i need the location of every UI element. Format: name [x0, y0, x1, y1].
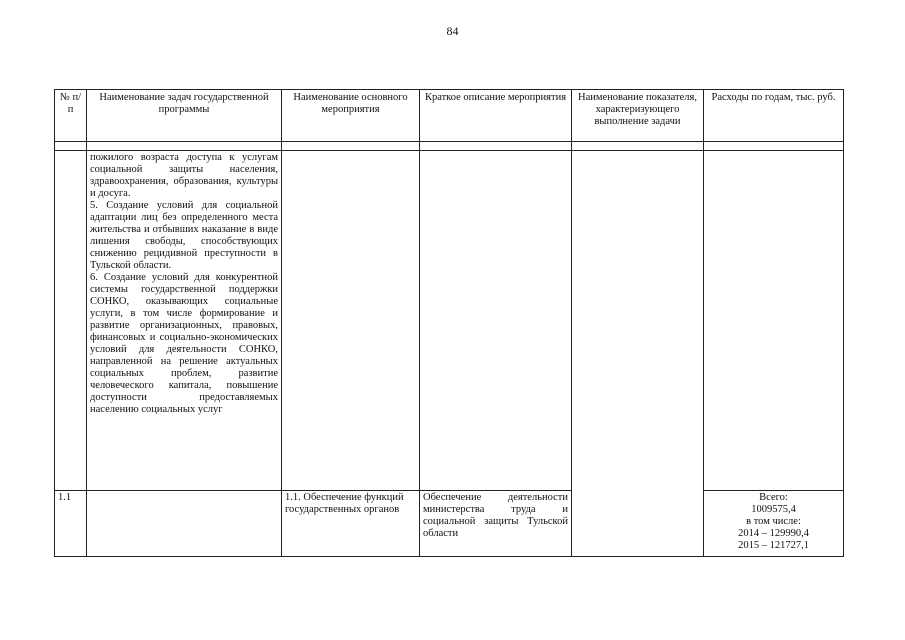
row-num-cell: 1.1	[55, 491, 87, 557]
table-header-row	[55, 90, 844, 142]
gap-cell	[282, 142, 420, 151]
task-paragraph: пожилого возраста доступа к услугам социальной защиты населения, здравоохранения, образования, культуры и досуга.	[90, 152, 278, 199]
costs-total-value: 1009575,4	[751, 504, 796, 515]
description-cell	[420, 151, 572, 491]
task-paragraph: 5. Создание условий для социальной адаптации лиц без определенного места жительства и отбывших наказание в виде лишения свободы, способствующих снижению рецидивной преступности в Тульской области.	[90, 200, 278, 271]
costs-year-2015: 2015 – 121727,1	[738, 540, 809, 551]
header-gap-row	[55, 142, 844, 151]
event-cell: 1.1. Обеспечение функций государственных органов	[282, 491, 420, 557]
costs-year-2014: 2014 – 129990,4	[738, 528, 809, 539]
costs-including-label: в том числе:	[746, 516, 801, 527]
indicator-cell	[572, 151, 704, 557]
task-cell	[87, 491, 282, 557]
costs-cell	[704, 151, 844, 491]
header-task: Наименование задач государственной программы	[87, 90, 282, 142]
event-cell	[282, 151, 420, 491]
header-description: Краткое описание мероприятия	[420, 90, 572, 142]
gap-cell	[572, 142, 704, 151]
description-cell: Обеспечение деятельности министерства труда и социальной защиты Тульской области	[420, 491, 572, 557]
gap-cell	[55, 142, 87, 151]
program-table	[54, 89, 844, 557]
gap-cell	[420, 142, 572, 151]
page-number: 84	[446, 24, 459, 38]
header-event: Наименование основного мероприятия	[282, 90, 420, 142]
gap-cell	[704, 142, 844, 151]
table-row-tasks	[55, 151, 844, 491]
table-row-1-1	[55, 491, 844, 557]
gap-cell	[87, 142, 282, 151]
header-costs: Расходы по годам, тыс. руб.	[704, 90, 844, 142]
task-cell	[87, 151, 282, 491]
costs-total-label: Всего:	[759, 492, 788, 503]
header-indicator: Наименование показателя, характеризующего выполнение задачи	[572, 90, 704, 142]
costs-cell	[704, 491, 844, 557]
row-num-cell	[55, 151, 87, 491]
task-paragraph: 6. Создание условий для конкурентной системы государственной поддержки СОНКО, оказывающих социальные услуги, в том числе формирование и развитие организационных, правовых, финансовых и социально-экономических условий для деятельности СОНКО, направленной на решение актуальных социальных проблем, развитие человеческого капитала, повышение доступности предоставляемых населению социальных услуг	[90, 272, 278, 415]
header-num: № п/п	[55, 90, 87, 142]
